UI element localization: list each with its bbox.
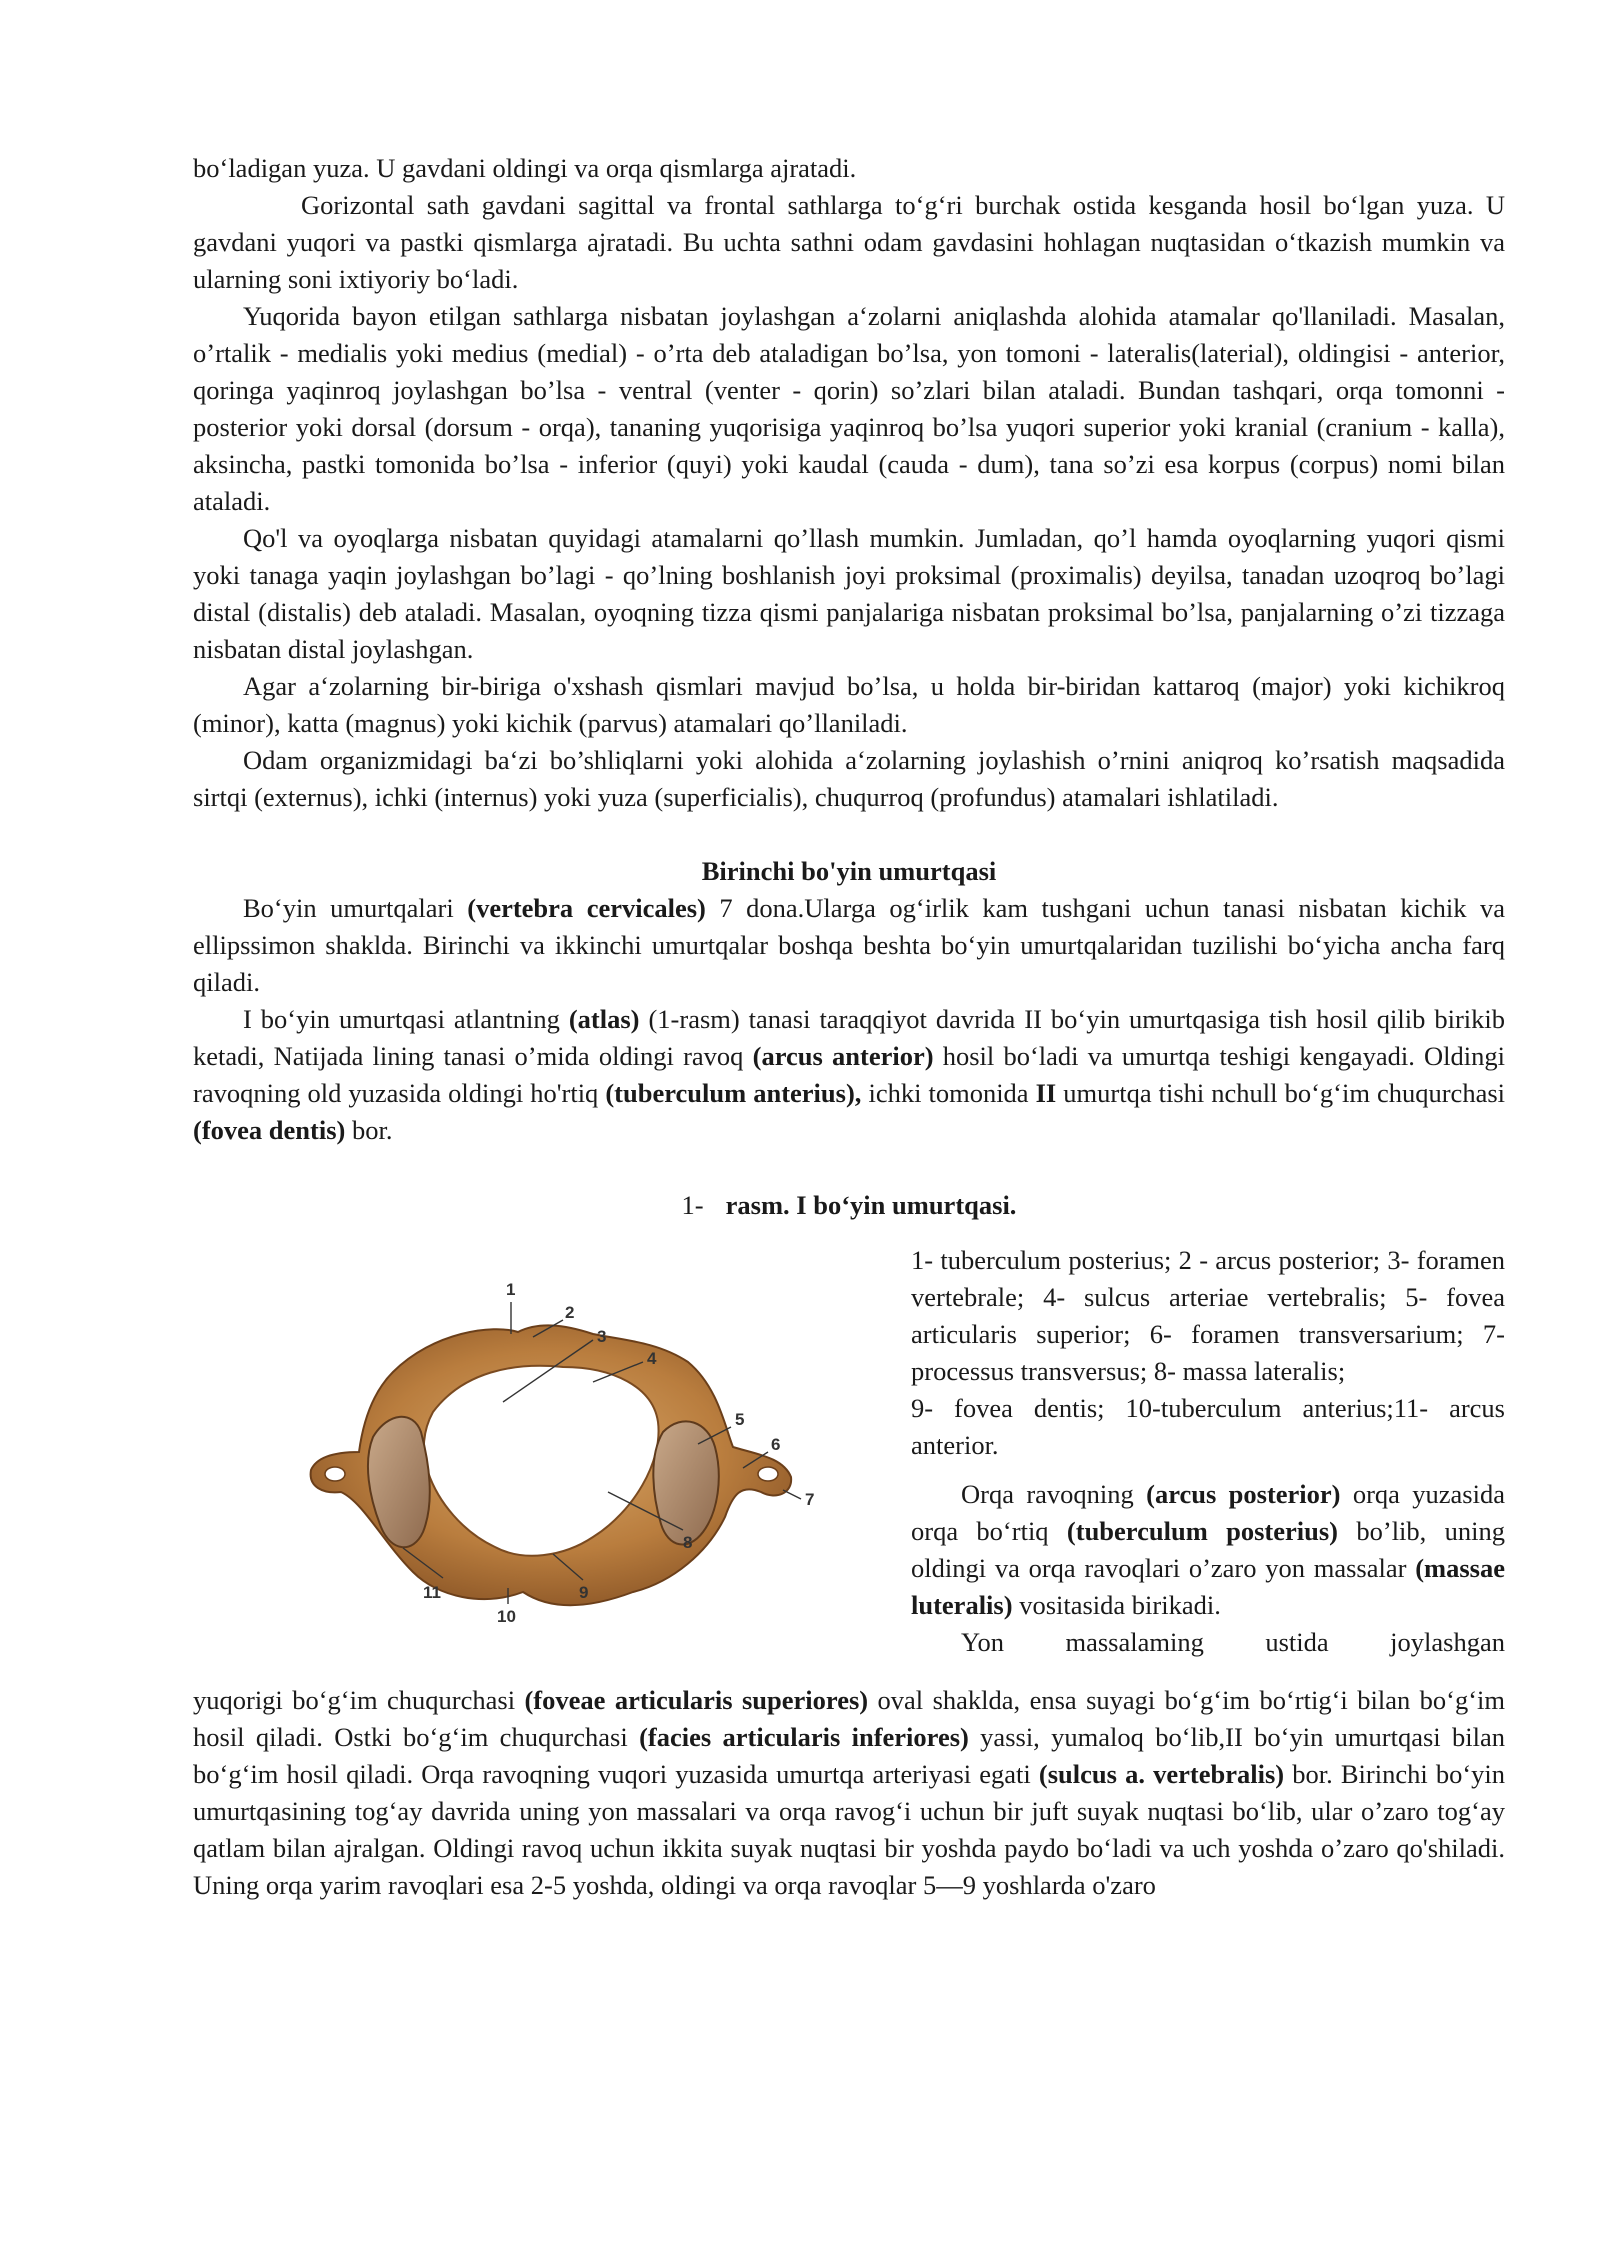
figure-legend-1: 1- tuberculum posterius; 2 - arcus posterior; 3- foramen vertebrale; 4- sulcus arteriae vertebralis; 5- fovea articularis superior; 6- foramen transversarium; 7- processus transversus; 8- massa lateralis; — [911, 1245, 1505, 1386]
paragraph-lateral-mass — [193, 1682, 1505, 1904]
paragraph-lateral-mass-start: Yon massalaming ustida joylashgan — [961, 1627, 1505, 1657]
text-span: bor. Birinchi bo‘yin umurtqasining tog‘ay davrida uning yon massalari va orqa ravog‘i uchun bir juft suyak nuqtasi bo‘lib, ular o’zaro tog‘ay qatlam bilan ajralgan. Oldingi ravoq uchun ikkita suyak nuqtasi bir yoshda paydo bo‘ladi va uch yoshda o’zaro qo'shiladi. Uning orqa yarim ravoqlari esa 2-5 yoshda, oldingi va orqa ravoqlar 5—9 yoshlarda o'zaro — [193, 1759, 1506, 1900]
foramen-transversarium-right — [758, 1467, 778, 1481]
text-span: orqa yuzasida orqa bo‘rtiq — [911, 1479, 1505, 1546]
term-bold: (arcus posterior) — [1146, 1479, 1341, 1509]
label-5: 5 — [735, 1410, 745, 1429]
label-11: 11 — [423, 1583, 441, 1602]
paragraph-3: Qo'l va oyoqlarga nisbatan quyidagi atamalarni qo’llash mumkin. Jumladan, qo’l hamda oyoqlarning yuqori qismi yoki tanaga yaqin joylashgan bo’lagi - qo’lning boshlanish joyi proksimal (proximalis) deyilsa, tanadan uzoqroq bo’lagi distal (distalis) deb ataladi. Masalan, oyoqning tizza qismi panjalariga nisbatan proksimal bo’lsa, panjalarning o’zi tizzaga nisbatan distal joylashgan. — [193, 523, 1505, 664]
figure-legend-2: 9- fovea dentis; 10-tuberculum anterius;11- arcus anterior. — [911, 1393, 1505, 1460]
text-span: yuqorigi bo‘g‘im chuqurchasi — [193, 1685, 525, 1715]
foramen-transversarium-left — [325, 1467, 345, 1481]
label-2: 2 — [565, 1303, 575, 1322]
text-span: hosil bo‘ladi va umurtqa teshigi kengayadi. Oldingi ravoqning old yuzasida oldingi ho'rtiq — [193, 1041, 1505, 1108]
figure-side-text — [911, 1242, 1505, 1682]
term-bold: (tuberculum posterius) — [1066, 1516, 1339, 1546]
atlas-vertebra-figure — [263, 1262, 883, 1682]
section-title — [193, 853, 1505, 890]
label-10: 10 — [497, 1607, 516, 1626]
label-1: 1 — [506, 1280, 516, 1299]
text-span: 7 dona.Ularga og‘irlik kam tushgani uchun tanasi nisbatan kichik va ellipssimon shaklda. Birinchi va ikkinchi umurtqalar boshqa beshta bo‘yin umurtqalaridan tuzilishi bo‘yicha ancha farq qiladi. — [193, 893, 1505, 997]
figure-caption-number: 1- — [681, 1190, 704, 1220]
paragraph-4: Agar a‘zolarning bir-biriga o'xshash qismlari mavjud bo’lsa, u holda bir-biridan kattaroq (major) yoki kichikroq (minor), katta (magnus) yoki kichik (parvus) atamalari qo’llaniladi. — [193, 671, 1505, 738]
paragraph-arcus-posterior — [911, 1476, 1505, 1624]
text-span: Orqa ravoqning — [961, 1479, 1147, 1509]
term-bold: (tuberculum anterius), — [605, 1078, 862, 1108]
text-span: oval shaklda, ensa suyagi bo‘g‘im bo‘rtig‘i bilan bo‘g‘im hosil qiladi. Ostki bo‘g‘im chuqurchasi — [193, 1685, 1505, 1752]
term-bold: (fovea dentis) — [193, 1115, 346, 1145]
text-span: I bo‘yin umurtqasi atlantning — [243, 1004, 569, 1034]
paragraph-1: Gorizontal sath gavdani sagittal va frontal sathlarga to‘g‘ri burchak ostida kesganda hosil bo‘lgan yuza. U gavdani yuqori va pastki qismlarga ajratadi. Bu uchta sathni odam gavdasini hohlagan nuqtasidan o‘tkazish mumkin va ularning soni ixtiyoriy bo‘ladi. — [193, 190, 1505, 294]
term-bold: (arcus anterior) — [752, 1041, 934, 1071]
document-page — [193, 150, 1505, 1904]
label-8: 8 — [683, 1533, 693, 1552]
term-bold: (massae luteralis) — [911, 1553, 1505, 1620]
figure-caption — [193, 1187, 1505, 1224]
label-9: 9 — [579, 1583, 589, 1602]
text-span: ichki tomonida — [861, 1078, 1036, 1108]
text-span: yassi, yumaloq bo‘lib,II bo‘yin umurtqasi bilan bo‘g‘im hosil qiladi. Orqa ravoqning vuqori yuzasida umurtqa arteriyasi egati — [193, 1722, 1505, 1789]
paragraph-cervical — [193, 890, 1505, 1001]
label-7: 7 — [805, 1490, 815, 1509]
label-4: 4 — [647, 1349, 657, 1368]
term-bold: (vertebra cervicales) — [467, 893, 706, 923]
text-span: bor. — [345, 1115, 393, 1145]
term-bold: II — [1035, 1078, 1057, 1108]
text-span: bo’lib, uning oldingi va orqa ravoqlari o’zaro yon massalar — [911, 1516, 1506, 1583]
label-6: 6 — [771, 1435, 781, 1454]
paragraph-0: bo‘ladigan yuza. U gavdani oldingi va orqa qismlarga ajratadi. — [193, 153, 857, 183]
paragraph-5: Odam organizmidagi ba‘zi bo’shliqlarni yoki alohida a‘zolarning joylashish o’rnini aniqroq ko’rsatish maqsadida sirtqi (externus), ichki (internus) yoki yuza (superficialis), chuqurroq (profundus) atamalari ishlatiladi. — [193, 745, 1505, 812]
term-bold: (foveae articularis superiores) — [524, 1685, 869, 1715]
term-bold: (sulcus a. vertebralis) — [1038, 1759, 1285, 1789]
paragraph-atlas — [193, 1001, 1505, 1149]
figure-caption-text: rasm. I bo‘yin umurtqasi. — [725, 1190, 1017, 1220]
paragraph-2: Yuqorida bayon etilgan sathlarga nisbatan joylashgan a‘zolarni aniqlashda alohida atamalar qo'llaniladi. Masalan, o’rtalik - medialis yoki medius (medial) - o’rta deb ataladigan bo’lsa, yon tomoni - lateralis(laterial), oldingisi - anterior, qoringa yaqinroq joylashgan bo’lsa - ventral (venter - qorin) so’zlari bilan ataladi. Bundan tashqari, orqa tomonni - posterior yoki dorsal (dorsum - orqa), tananing yuqorisiga yaqinroq bo’lsa yuqori superior yoki kranial (cranium - kalla), aksincha, pastki tomonida bo’lsa - inferior (quyi) yoki kaudal (cauda - dum), tana so’zi esa korpus (corpus) nomi bilan ataladi. — [193, 301, 1505, 516]
label-3: 3 — [597, 1327, 607, 1346]
term-bold: (atlas) — [568, 1004, 640, 1034]
text-span: (1-rasm) tanasi taraqqiyot davrida II bo‘yin umurtqasiga tish hosil qilib birikib ketadi, Natijada lining tanasi o’mida oldingi ravoq — [193, 1004, 1505, 1071]
section-title-text: Birinchi bo'yin umurtqasi — [701, 856, 997, 886]
atlas-vertebra-illustration — [263, 1262, 883, 1682]
text-span: vositasida birikadi. — [1012, 1590, 1221, 1620]
term-bold: (facies articularis inferiores) — [639, 1722, 969, 1752]
figure-row — [193, 1242, 1505, 1682]
text-span: umurtqa tishi nchull bo‘g‘im chuqurchasi — [1056, 1078, 1506, 1108]
text-span: Bo‘yin umurtqalari — [243, 893, 468, 923]
